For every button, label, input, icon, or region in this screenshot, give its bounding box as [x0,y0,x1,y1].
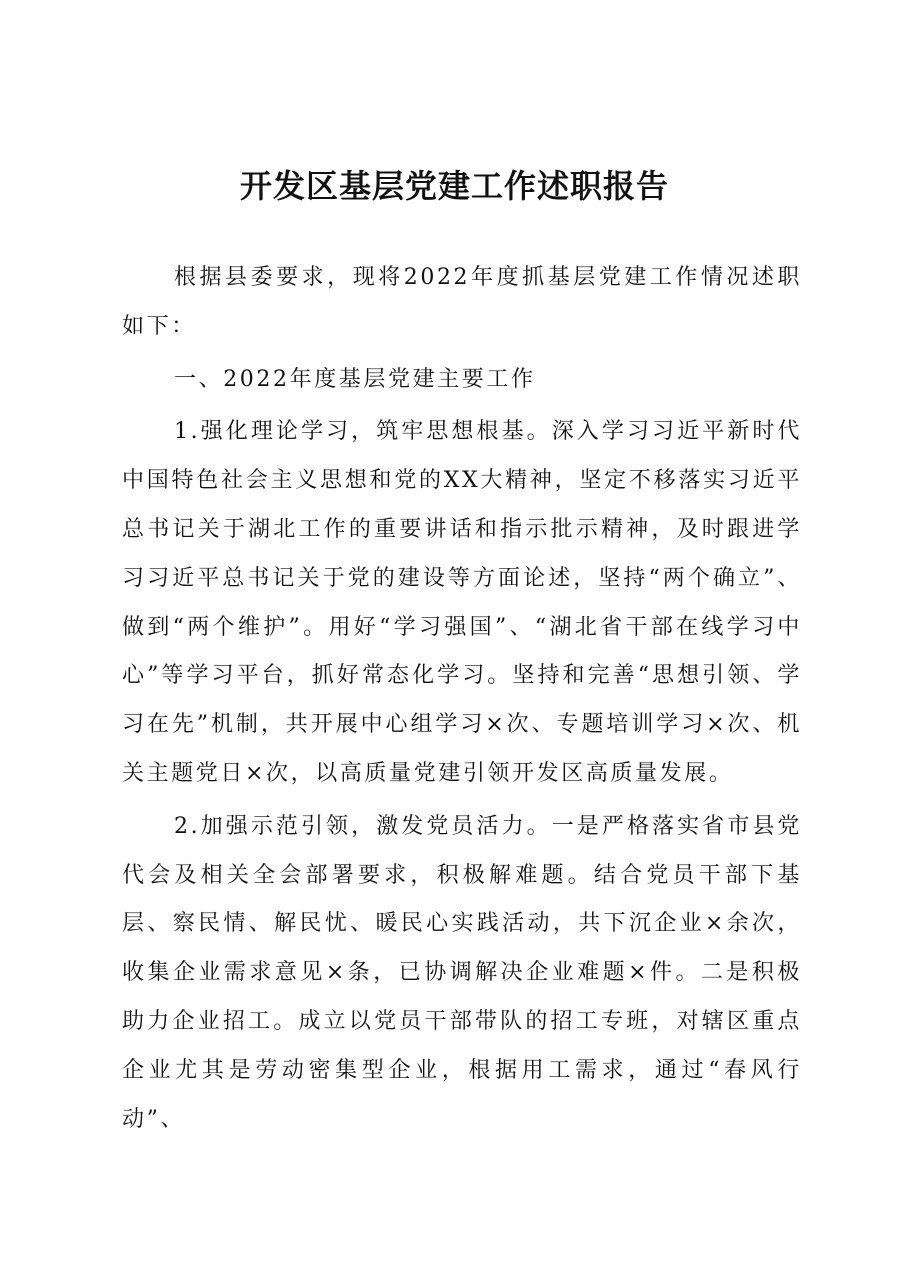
section-heading: 一、2022年度基层党建主要工作 [174,366,536,392]
document-body [122,254,802,1148]
paragraph-demonstration: 2.加强示范引领，激发党员活力。一是严格落实省市县党代会及相关全会部署要求，积极解难题。结合党员干部下基层、察民情、解民忧、暖民心实践活动，共下沉企业×余次，收集企业需求意见×条，已协调解决企业难题×件。二是积极助力企业招工。成立以党员干部带队的招工专班，对辖区重点企业尤其是劳动密集型企业，根据用工需求，通过“春风行动”、 [122,813,802,1132]
document-title: 开发区基层党建工作述职报告 [239,167,669,205]
intro-paragraph: 根据县委要求，现将2022年度抓基层党建工作情况述职如下： [122,265,802,339]
paragraph-theory-study: 1.强化理论学习，筑牢思想根基。深入学习习近平新时代中国特色社会主义思想和党的XX大精神，坚定不移落实习近平总书记关于湖北工作的重要讲话和指示批示精神，及时跟进学习习近平总书记关于党的建设等方面论述，坚持“两个确立”、做到“两个维护”。用好“学习强国”、“湖北省干部在线学习中心”等学习平台，抓好常态化学习。坚持和完善“思想引领、学习在先”机制，共开展中心组学习×次、专题培训学习×次、机关主题党日×次，以高质量党建引领开发区高质量发展。 [122,419,802,786]
